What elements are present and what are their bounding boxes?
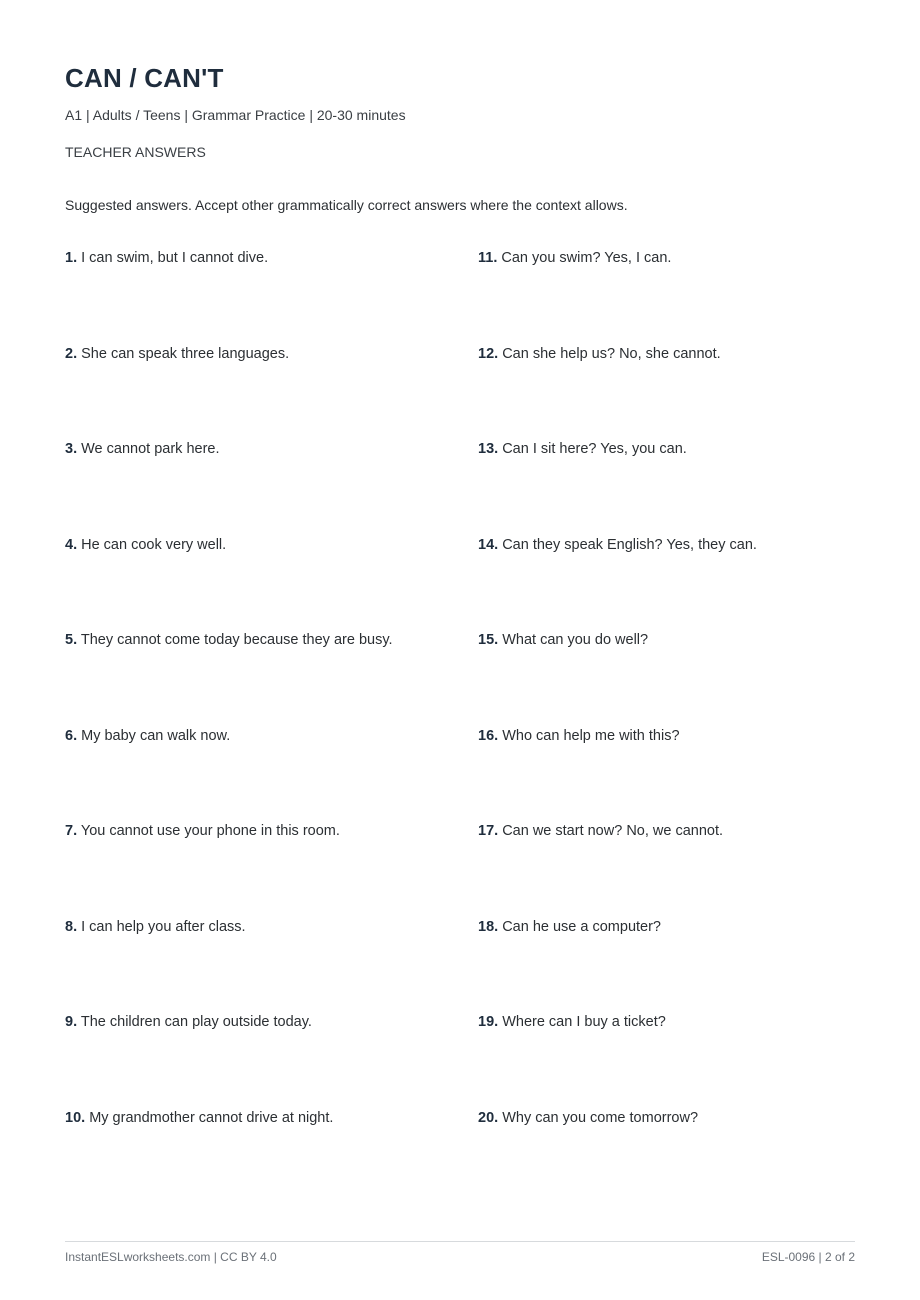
- answer-text: Can they speak English? Yes, they can.: [498, 536, 757, 553]
- answer-number: 2.: [65, 345, 78, 362]
- answer-item: [65, 346, 289, 362]
- answer-text: Who can help me with this?: [498, 727, 680, 744]
- answer-item: [65, 919, 246, 935]
- worksheet-page: [65, 0, 855, 1300]
- answer-number: 19.: [478, 1014, 499, 1030]
- answer-item: [65, 728, 230, 744]
- answer-number: 18.: [478, 918, 499, 935]
- answer-number: 13.: [478, 441, 499, 457]
- instructions-text: Suggested answers. Accept other grammatically correct answers where the context allows.: [65, 197, 628, 213]
- answer-number: 15.: [478, 632, 499, 648]
- answer-item: [65, 250, 268, 266]
- answer-number: 1.: [65, 250, 78, 266]
- answer-text: Can she help us? No, she cannot.: [498, 345, 721, 362]
- section-label: TEACHER ANSWERS: [65, 144, 206, 160]
- answer-text: We cannot park here.: [77, 441, 220, 457]
- answer-item: [65, 1110, 333, 1126]
- answer-item: [478, 441, 687, 457]
- answer-text: What can you do well?: [498, 632, 649, 648]
- answer-number: 4.: [65, 536, 78, 553]
- answer-item: [65, 1014, 312, 1030]
- answer-number: 11.: [478, 250, 498, 266]
- answer-text: Can we start now? No, we cannot.: [498, 823, 724, 839]
- answer-text: Can you swim? Yes, I can.: [497, 250, 672, 266]
- answer-number: 17.: [478, 823, 499, 839]
- answer-text: Where can I buy a ticket?: [498, 1014, 666, 1030]
- answer-number: 16.: [478, 727, 499, 744]
- answer-item: [478, 919, 661, 935]
- answer-item: [65, 441, 220, 457]
- answer-number: 5.: [65, 632, 78, 648]
- footer-divider: [65, 1241, 855, 1242]
- answer-number: 7.: [65, 823, 78, 839]
- answer-text: You cannot use your phone in this room.: [77, 823, 340, 839]
- answer-number: 9.: [65, 1014, 78, 1030]
- worksheet-meta: A1 | Adults / Teens | Grammar Practice | 20-30 minutes: [65, 107, 406, 123]
- answer-item: [65, 537, 226, 553]
- answer-text: I can swim, but I cannot dive.: [77, 250, 269, 266]
- answer-text: Can I sit here? Yes, you can.: [498, 441, 687, 457]
- answer-item: [65, 632, 393, 648]
- answer-number: 14.: [478, 536, 499, 553]
- answer-text: My baby can walk now.: [77, 727, 231, 744]
- answer-item: [478, 346, 721, 362]
- answer-number: 6.: [65, 727, 78, 744]
- answer-item: [478, 632, 648, 648]
- answer-text: My grandmother cannot drive at night.: [85, 1109, 334, 1126]
- answer-number: 12.: [478, 345, 499, 362]
- answer-item: [478, 1014, 666, 1030]
- answer-number: 3.: [65, 441, 78, 457]
- answer-item: [478, 537, 757, 553]
- answer-text: She can speak three languages.: [77, 345, 290, 362]
- answer-item: [478, 823, 723, 839]
- answer-number: 8.: [65, 918, 78, 935]
- page-title: CAN / CAN'T: [65, 63, 224, 93]
- answer-text: I can help you after class.: [77, 918, 246, 935]
- footer-page-info: ESL-0096 | 2 of 2: [761, 1250, 855, 1264]
- answer-number: 10.: [65, 1109, 86, 1126]
- answer-item: [478, 250, 671, 266]
- answer-text: Can he use a computer?: [498, 918, 661, 935]
- answer-text: The children can play outside today.: [77, 1014, 312, 1030]
- answer-text: They cannot come today because they are busy.: [77, 632, 393, 648]
- answer-item: [65, 823, 340, 839]
- answer-text: He can cook very well.: [77, 536, 227, 553]
- answer-item: [478, 728, 680, 744]
- footer-source: InstantESLworksheets.com | CC BY 4.0: [65, 1250, 277, 1264]
- answer-item: [478, 1110, 698, 1126]
- answer-number: 20.: [478, 1109, 499, 1126]
- answer-text: Why can you come tomorrow?: [498, 1109, 699, 1126]
